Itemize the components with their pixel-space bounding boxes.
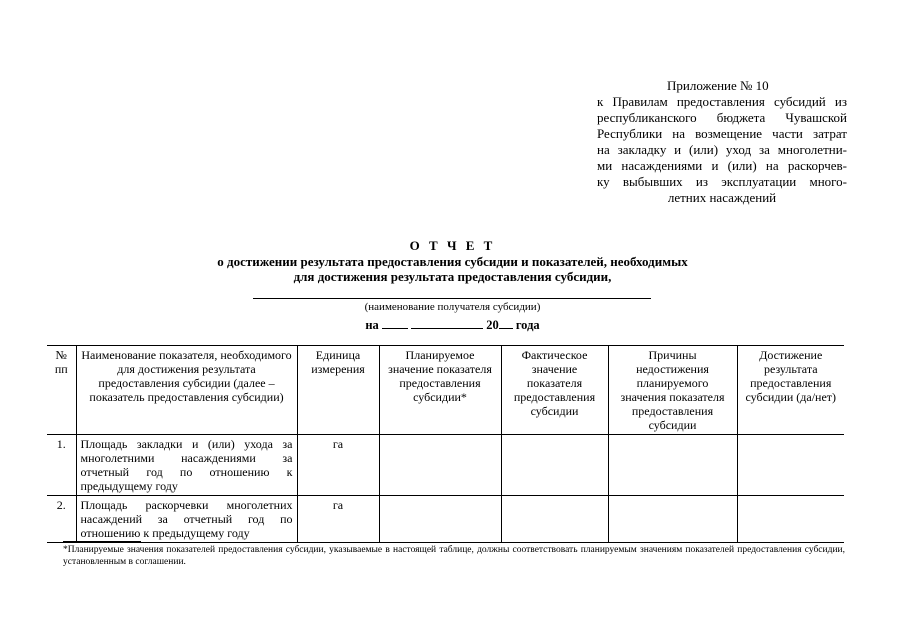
appendix-line: ку выбывших из эксплуатации много- bbox=[597, 174, 847, 189]
report-subtitle-line-2: для достижения результата предоставления субсидии, bbox=[293, 269, 612, 284]
appendix-line: республиканского бюджета Чувашской bbox=[597, 110, 847, 125]
table-row bbox=[47, 435, 844, 496]
row-planned-value bbox=[379, 435, 501, 496]
header-indicator-name: Наименование показателя, необходимого для достижения результата предоставления субсидии (далее – показатель предоставления субсидии) bbox=[76, 346, 297, 435]
report-table bbox=[47, 345, 844, 543]
report-period bbox=[0, 316, 905, 333]
period-suffix: года bbox=[515, 318, 540, 332]
table-row bbox=[47, 496, 844, 543]
row-actual-value bbox=[501, 496, 608, 543]
footnote: *Планируемые значения показателей предоставления субсидии, указываемые в настоящей таблице, должны соответствовать планируемым значениям показателей предоставления субсидии, установленным в соглашении. bbox=[63, 545, 845, 567]
appendix-line: Республики на возмещение части затрат bbox=[597, 126, 847, 141]
recipient-name-line bbox=[253, 298, 651, 299]
row-planned-value bbox=[379, 496, 501, 543]
appendix-line: летних насаждений bbox=[667, 190, 777, 205]
header-number: № пп bbox=[47, 346, 76, 435]
header-planned-value: Планируемое значение показателя предоставления субсидии* bbox=[379, 346, 501, 435]
appendix-block bbox=[597, 78, 847, 206]
appendix-line: ми насаждениями и (или) на раскорчев- bbox=[597, 158, 847, 173]
header-achievement: Достижение результата предоставления субсидии (да/нет) bbox=[737, 346, 844, 435]
header-actual-value: Фактическое значение показателя предоставления субсидии bbox=[501, 346, 608, 435]
header-unit: Единица измерения bbox=[297, 346, 379, 435]
row-achievement bbox=[737, 496, 844, 543]
period-day-blank bbox=[382, 316, 408, 329]
appendix-line: к Правилам предоставления субсидий из bbox=[597, 94, 847, 109]
header-reasons: Причины недостижения планируемого значения показателя предоставления субсидии bbox=[608, 346, 737, 435]
appendix-line: на закладку и (или) уход за многолетни- bbox=[597, 142, 847, 157]
row-unit: га bbox=[297, 496, 379, 543]
row-number: 2. bbox=[47, 496, 76, 543]
footnote-separator bbox=[63, 541, 141, 542]
report-subtitle bbox=[150, 254, 755, 284]
row-achievement bbox=[737, 435, 844, 496]
row-indicator-name: Площадь раскорчевки многолетних насаждений за отчетный год по отношению к предыдущему году bbox=[76, 496, 297, 543]
row-actual-value bbox=[501, 435, 608, 496]
row-unit: га bbox=[297, 435, 379, 496]
report-title: О Т Ч Е Т bbox=[409, 238, 496, 253]
period-year: 20 bbox=[486, 318, 499, 332]
appendix-title: Приложение № 10 bbox=[667, 78, 769, 93]
period-prefix: на bbox=[365, 318, 379, 332]
period-month-blank bbox=[411, 316, 483, 329]
row-reasons bbox=[608, 435, 737, 496]
recipient-caption: (наименование получателя субсидии) bbox=[364, 301, 541, 313]
report-subtitle-line-1: о достижении результата предоставления субсидии и показателей, необходимых bbox=[217, 254, 688, 269]
row-indicator-name: Площадь закладки и (или) ухода за многолетними насаждениями за отчетный год по отношению к предыдущему году bbox=[76, 435, 297, 496]
row-number: 1. bbox=[47, 435, 76, 496]
table-header-row bbox=[47, 346, 844, 435]
period-year-blank bbox=[499, 316, 513, 329]
row-reasons bbox=[608, 496, 737, 543]
